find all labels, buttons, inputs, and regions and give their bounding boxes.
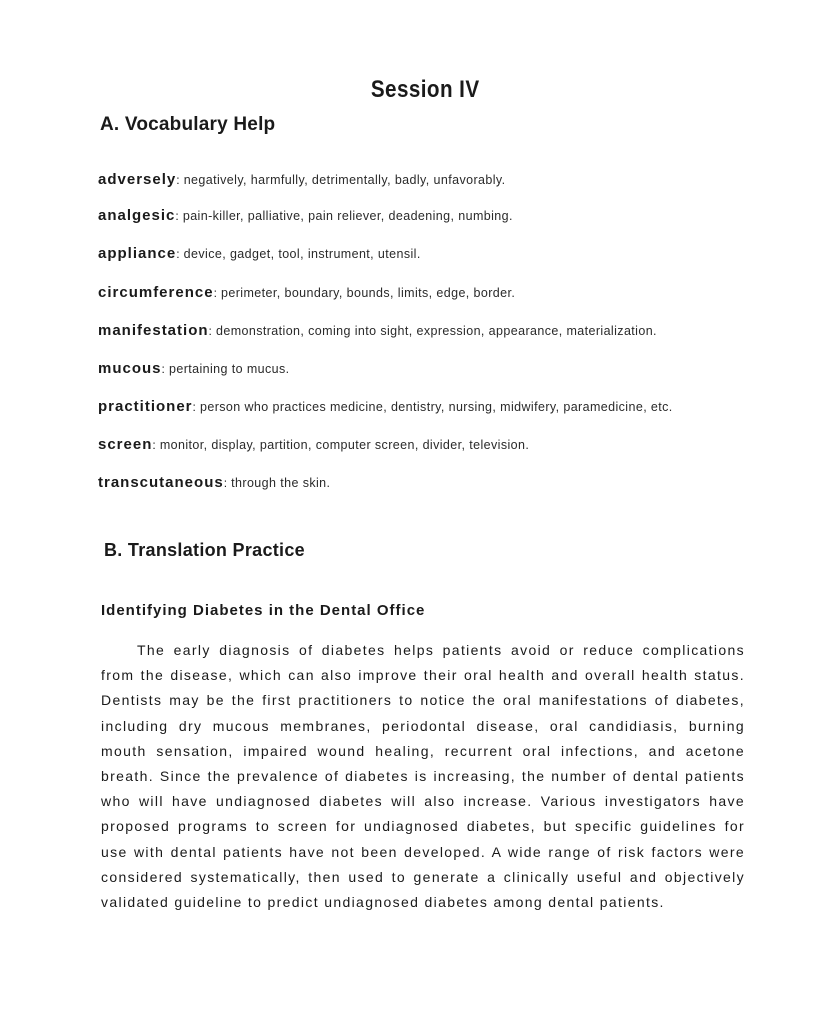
vocab-definition: negatively, harmfully, detrimentally, badly, unfavorably. [183,173,506,187]
vocab-definition: perimeter, boundary, bounds, limits, edge, border. [221,286,516,300]
vocab-term: appliance [98,245,177,262]
vocab-term: screen [98,436,153,453]
vocab-term: transcutaneous [98,474,224,491]
vocab-entry-practitioner: practitioner: person who practices medicine, dentistry, nursing, midwifery, paramedicine, etc. [98,398,673,415]
vocab-entry-transcutaneous: transcutaneous: through the skin. [98,474,331,491]
vocab-definition: pain-killer, palliative, pain reliever, deadening, numbing. [182,209,513,223]
vocab-entry-manifestation: manifestation: demonstration, coming into sight, expression, appearance, materialization. [98,322,657,339]
vocab-definition: pertaining to mucus. [168,362,290,376]
vocab-definition: device, gadget, tool, instrument, utensil. [183,247,421,261]
vocab-entry-analgesic: analgesic: pain-killer, palliative, pain reliever, deadening, numbing. [98,207,513,224]
vocab-definition: person who practices medicine, dentistry, nursing, midwifery, paramedicine, etc. [199,400,673,414]
vocab-entry-mucous: mucous: pertaining to mucus. [98,360,290,377]
section-a-heading: A. Vocabulary Help [100,114,276,135]
vocab-definition: through the skin. [231,476,331,490]
vocab-term: analgesic [98,207,176,224]
vocab-term: manifestation [98,322,209,339]
vocab-term: adversely [98,171,177,188]
vocab-term: practitioner [98,398,193,415]
vocab-entry-circumference: circumference: perimeter, boundary, bounds, limits, edge, border. [98,284,516,301]
vocab-term: circumference [98,284,214,301]
vocab-term: mucous [98,360,162,377]
page-title: Session IV [370,76,480,103]
vocab-entry-appliance: appliance: device, gadget, tool, instrument, utensil. [98,245,421,262]
vocab-entry-adversely: adversely: negatively, harmfully, detrimentally, badly, unfavorably. [98,171,506,188]
vocab-entry-screen: screen: monitor, display, partition, computer screen, divider, television. [98,436,530,453]
vocab-definition: monitor, display, partition, computer screen, divider, television. [159,438,530,452]
passage-title: Identifying Diabetes in the Dental Office [101,602,426,619]
vocab-definition: demonstration, coming into sight, expression, appearance, materialization. [215,324,657,338]
section-b-heading: B. Translation Practice [104,540,305,560]
passage-paragraph: The early diagnosis of diabetes helps patients avoid or reduce complications from the disease, which can also improve their oral health and overall health status. Dentists may be the first practitioners to notice the oral manifestations of diabetes, including dry mucous membranes, periodontal disease, oral candidiasis, burning mouth sensation, impaired wound healing, recurrent oral infections, and acetone breath. Since the prevalence of diabetes is increasing, the number of dental patients who will have undiagnosed diabetes will also increase. Various investigators have proposed programs to screen for undiagnosed diabetes, but specific guidelines for use with dental patients have not been developed. A wide range of risk factors were considered systematically, then used to generate a clinically useful and objectively validated guideline to predict undiagnosed diabetes among dental patients. [101,642,745,911]
